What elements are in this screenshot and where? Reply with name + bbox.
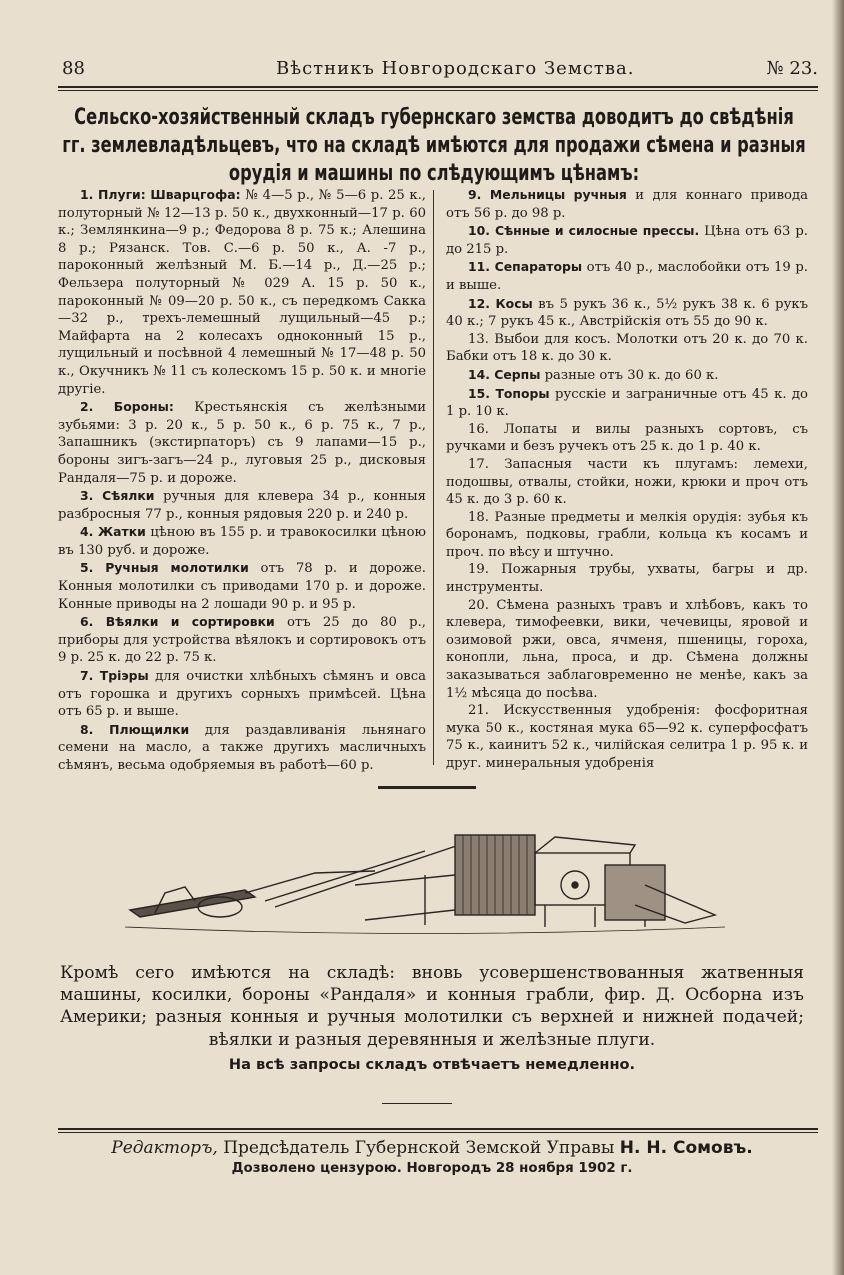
editor-name: Н. Н. Сомовъ.	[619, 1138, 753, 1158]
editor-title: Предсѣдатель Губернской Земской Управы	[223, 1138, 615, 1158]
price-item-lead: 10. Сѣнные и силосные прессы.	[468, 223, 700, 239]
price-item	[446, 385, 808, 421]
section-rule	[378, 786, 476, 789]
price-item-lead: 2. Бороны:	[80, 399, 174, 415]
price-item-text: 21. Искусственныя удобренія: фосфоритная мука 50 к., костяная мука 65—92 к. суперфосфатъ 75 к., каинитъ 52 к., чилійская селитра 1 р. 95 к. и друг. минеральныя удобренія	[446, 703, 808, 771]
small-rule	[382, 1103, 452, 1104]
price-item	[58, 721, 426, 775]
price-item	[446, 222, 808, 258]
left-column	[58, 186, 426, 775]
price-item	[58, 559, 426, 613]
editor-line	[60, 1138, 804, 1158]
price-item-lead: 8. Плющилки	[80, 721, 190, 737]
price-item-text: разные отъ 30 к. до 60 к.	[544, 367, 719, 383]
price-item-text: отъ 78 р. и дороже. Конныя молотилки съ приводами 170 р. и дороже. Конные приводы на 2 лошади 90 р. и 95 р.	[58, 561, 426, 612]
price-item	[58, 613, 426, 667]
right-column	[446, 186, 808, 773]
price-item	[58, 523, 426, 559]
price-item-lead: 15. Топоры	[468, 385, 550, 401]
price-item-lead: 3. Сѣялки	[80, 488, 155, 504]
price-item-text: Цѣна отъ 63 р. до 215 р.	[446, 224, 808, 257]
price-item-text: отъ 25 до 80 р., приборы для устройства вѣялокъ и сортировокъ отъ 9 р. 25 к. до 22 р. 75 к.	[58, 615, 426, 666]
price-item	[58, 186, 426, 398]
price-item-text: 13. Выбои для косъ. Молотки отъ 20 к. до 70 к. Бабки отъ 18 к. до 30 к.	[446, 331, 808, 365]
price-item-lead: 1. Плуги: Шварцгофа:	[80, 187, 241, 202]
price-item-lead: 9. Мельницы ручныя	[468, 187, 627, 202]
price-item	[446, 421, 808, 456]
footer-rule-thin	[58, 1132, 818, 1133]
additional-stock-text: Кромѣ сего имѣются на складѣ: вновь усовершенствованныя жатвенныя машины, косилки, бороны «Рандаля» и конныя грабли, фир. Д. Осборна изъ Америки; разныя конныя и ручныя молотилки съ верхней и нижней подачей; вѣялки и разныя деревянныя и желѣзные плуги.	[60, 963, 804, 1050]
price-item	[446, 331, 808, 366]
footer-rule	[58, 1128, 818, 1130]
header-rule-thin	[58, 90, 818, 91]
price-item	[446, 597, 808, 703]
announcement-heading: Сельско-хозяйственный складъ губернскаго земства доводитъ до свѣдѣнія гг. землевладѣльцевъ, что на складѣ имѣются для продажи сѣмена и разныя орудія и машины по слѣдующимъ цѣнамъ:	[62, 105, 806, 186]
price-item-text: для раздавливанія льнянаго семени на масло, а также другихъ масличныхъ сѣмянъ, весьма одобряемыя въ работѣ—60 р.	[58, 722, 426, 773]
censorship-line: Дозволено цензурою. Новгородъ 28 ноября 1902 г.	[231, 1161, 633, 1176]
editor-label: Редакторъ,	[111, 1138, 218, 1158]
price-item	[446, 561, 808, 596]
price-item	[446, 258, 808, 294]
journal-title: Вѣстникъ Новгородскаго Земства.	[276, 58, 635, 79]
price-item	[58, 487, 426, 523]
page-number: 88	[62, 58, 85, 79]
price-item	[446, 366, 808, 385]
price-item-text: отъ 40 р., маслобойки отъ 19 р. и выше.	[446, 260, 808, 293]
price-item	[58, 398, 426, 487]
page-edge	[832, 0, 844, 1275]
price-item-text: № 4—5 р., № 5—6 р. 25 к., полуторный № 12—13 р. 50 к., двухконный—17 р. 60 к.; Землянкина—9 р.; Федорова 8 р. 75 к.; Алешина 8 р.; Рязанск. Тов. С.—6 р. 50 к., А. -7 р., пароконный желѣзный М. Б.—14 р., Д.—25 р.; Фельзера полуторный № 029 А. 15 р. 50 к., пароконный № 09—20 р. 50 к., съ передкомъ Сакка—32 р., трехъ-лемешный лущильный—45 р.; Майфарта на 2 колесахъ одноконный 15 р., лущильный и посѣвной 4 лемешный № 17—48 р. 50 к., Окучникъ № 11 съ колескомъ 15 р. 50 к. и многіе другіе.	[58, 188, 426, 397]
price-item	[446, 509, 808, 562]
header-rule	[58, 86, 818, 88]
price-item-text: Крестьянскія съ желѣзными зубьями: 3 р. 20 к., 5 р. 50 к., 6 р. 75 к., 7 р., Запашникъ (экстирпаторъ) съ 9 лапами—15 р., бороны зигъ-загъ—24 р., луговыя 25 р., дисковыя Рандаля—75 р. и дороже.	[58, 400, 426, 486]
price-item-text: цѣною въ 155 р. и травокосилки цѣною въ 130 руб. и дороже.	[58, 525, 426, 558]
price-item-text: для очистки хлѣбныхъ сѣмянъ и овса отъ горошка и другихъ сорныхъ примѣсей. Цѣна отъ 65 р. и выше.	[58, 669, 426, 720]
price-item-text: и для коннаго привода отъ 56 р. до 98 р.	[446, 188, 808, 221]
price-item-text: ручныя для клевера 34 р., конныя разбросныя 77 р., конныя рядовыя 220 р. и 240 р.	[58, 489, 426, 522]
price-item-lead: 11. Сепараторы	[468, 259, 583, 275]
price-item-text: 20. Сѣмена разныхъ травъ и хлѣбовъ, какъ то клевера, тимофеевки, вики, чечевицы, яровой и озимовой ржи, овса, ячменя, пшеницы, гороха, конопли, льна, проса, и др. Сѣмена должны заказываться заблаговременно не менѣе, какъ за 1½ мѣсяца до посѣва.	[446, 597, 808, 701]
price-item-lead: 6. Вѣялки и сортировки	[80, 614, 275, 630]
threshing-machine-illustration	[125, 815, 725, 940]
price-item-text: 18. Разные предметы и мелкія орудія: зубья къ боронамъ, подковы, грабли, кольца къ косамъ и проч. по вѣсу и штучно.	[446, 509, 808, 560]
price-item-text: 16. Лопаты и вилы разныхъ сортовъ, съ ручками и безъ ручекъ отъ 25 к. до 1 р. 40 к.	[446, 421, 808, 455]
price-item	[446, 456, 808, 509]
price-item-text: 19. Пожарныя трубы, ухваты, багры и др. инструменты.	[446, 562, 808, 596]
issue-number: № 23.	[766, 58, 818, 79]
price-item-lead: 14. Серпы	[468, 366, 541, 382]
price-item-text: въ 5 рукъ 36 к., 5½ рукъ 38 к. 6 рукъ 40 к.; 7 рукъ 45 к., Австрійскія отъ 55 до 90 к.	[446, 296, 808, 330]
price-item-text: русскіе и заграничные отъ 45 к. до 1 р. 10 к.	[446, 386, 808, 420]
price-item	[446, 186, 808, 222]
column-divider	[433, 190, 434, 765]
price-item-lead: 7. Тріэры	[80, 668, 149, 684]
inquiry-notice: На всѣ запросы складъ отвѣчаетъ немедленно.	[228, 1056, 636, 1073]
price-item-lead: 4. Жатки	[80, 524, 146, 540]
price-item	[58, 667, 426, 721]
price-item-lead: 5. Ручныя молотилки	[80, 560, 249, 576]
price-item	[446, 295, 808, 331]
price-item-text: 17. Запасныя части къ плугамъ: лемехи, подошвы, отвалы, стойки, ножи, крюки и проч отъ 45 к. до 3 р. 60 к.	[446, 456, 808, 508]
price-item-lead: 12. Косы	[468, 295, 533, 311]
page-header	[58, 58, 818, 86]
price-item	[446, 702, 808, 772]
